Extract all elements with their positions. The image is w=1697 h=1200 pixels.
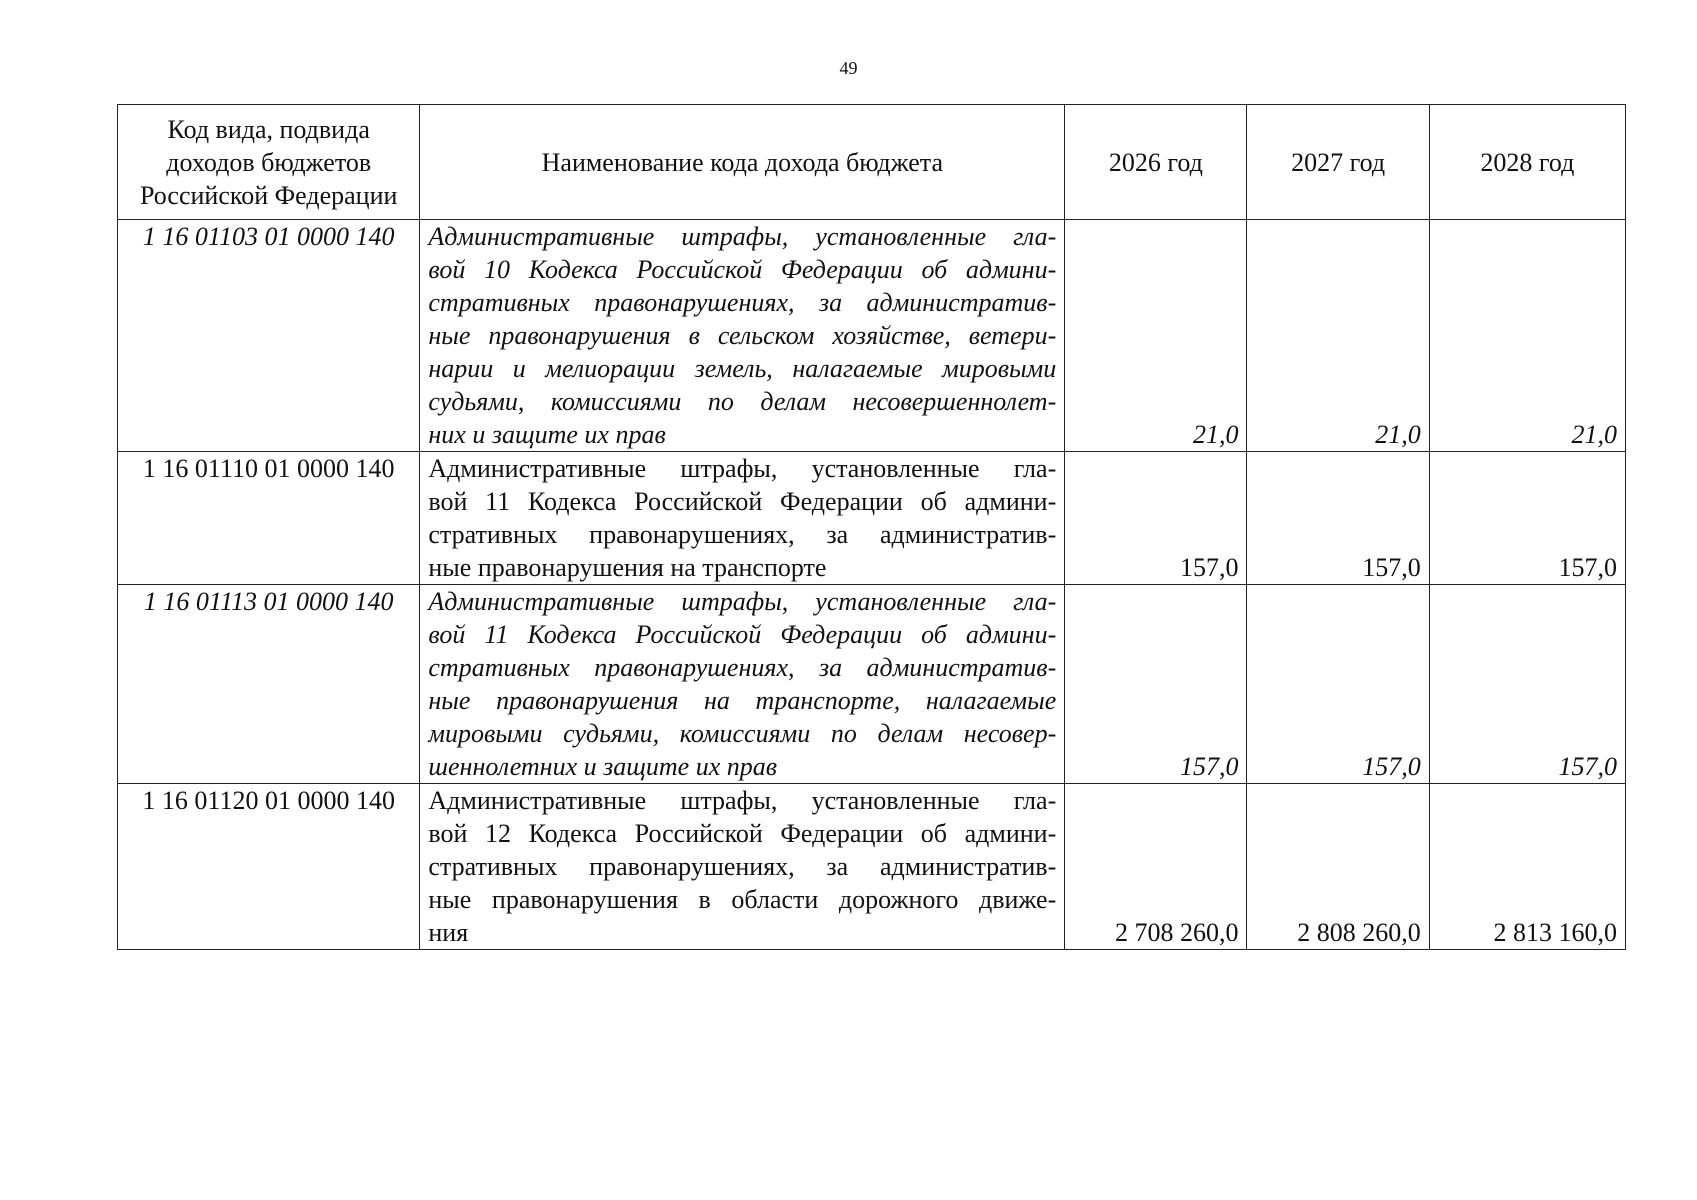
revenue-name-line: Административные штрафы, установленные гла- <box>428 222 1057 251</box>
header-2027: 2027 год <box>1247 105 1429 220</box>
revenue-name-line: ные правонарушения в области дорожного движе- <box>428 885 1057 914</box>
amount-2028-cell: 157,0 <box>1429 585 1625 784</box>
revenue-name-line: вой 10 Кодекса Российской Федерации об админи- <box>428 255 1057 284</box>
table-row <box>118 784 1626 950</box>
header-2026: 2026 год <box>1065 105 1247 220</box>
revenue-name-line: ные правонарушения на транспорте <box>428 553 827 582</box>
header-code-line: Код вида, подвида <box>167 114 370 144</box>
revenue-name-line: стративных правонарушениях, за административ- <box>428 852 1057 881</box>
amount-2026-cell: 2 708 260,0 <box>1065 784 1247 950</box>
revenue-name-line: шеннолетних и защите их прав <box>428 752 778 781</box>
amount-2028-cell: 2 813 160,0 <box>1429 784 1625 950</box>
amount-2026-cell: 157,0 <box>1065 452 1247 585</box>
revenue-name-line: Административные штрафы, установленные гла- <box>428 786 1057 815</box>
header-code-line: Российской Федерации <box>139 180 398 210</box>
amount-2027-cell: 21,0 <box>1247 220 1429 452</box>
revenue-name-line: стративных правонарушениях, за административ- <box>428 520 1057 549</box>
revenue-name-line: судьями, комиссиями по делам несовершеннолет- <box>428 387 1057 416</box>
revenue-code-cell: 1 16 01120 01 0000 140 <box>118 784 420 950</box>
revenue-code-cell: 1 16 01110 01 0000 140 <box>118 452 420 585</box>
amount-2027-cell: 157,0 <box>1247 585 1429 784</box>
revenue-name-cell <box>420 585 1065 784</box>
revenue-name-line: стративных правонарушениях, за административ- <box>428 288 1057 317</box>
amount-2027-cell: 157,0 <box>1247 452 1429 585</box>
header-code <box>118 105 420 220</box>
table-row <box>118 585 1626 784</box>
revenue-name-line: Административные штрафы, установленные гла- <box>428 454 1057 483</box>
amount-2027-cell: 2 808 260,0 <box>1247 784 1429 950</box>
revenue-name-line: них и защите их прав <box>428 420 666 449</box>
table-header-row <box>118 105 1626 220</box>
amount-2026-cell: 157,0 <box>1065 585 1247 784</box>
revenue-code-cell: 1 16 01113 01 0000 140 <box>118 585 420 784</box>
revenue-name-line: мировыми судьями, комиссиями по делам несовер- <box>428 719 1057 748</box>
header-name: Наименование кода дохода бюджета <box>420 105 1065 220</box>
revenue-name-line: ные правонарушения в сельском хозяйстве, ветери- <box>428 321 1057 350</box>
page-number: 49 <box>839 58 858 78</box>
budget-revenue-table <box>117 104 1626 950</box>
revenue-name-line: нарии и мелиорации земель, налагаемые мировыми <box>428 354 1057 383</box>
revenue-name-line: вой 11 Кодекса Российской Федерации об админи- <box>428 620 1057 649</box>
revenue-name-line: вой 12 Кодекса Российской Федерации об админи- <box>428 819 1057 848</box>
table-row <box>118 452 1626 585</box>
revenue-name-cell <box>420 220 1065 452</box>
revenue-name-line: ния <box>428 918 469 947</box>
revenue-code-cell: 1 16 01103 01 0000 140 <box>118 220 420 452</box>
revenue-name-cell <box>420 784 1065 950</box>
header-code-line: доходов бюджетов <box>166 147 372 177</box>
amount-2026-cell: 21,0 <box>1065 220 1247 452</box>
revenue-name-line: стративных правонарушениях, за административ- <box>428 653 1057 682</box>
revenue-name-line: вой 11 Кодекса Российской Федерации об админи- <box>428 487 1057 516</box>
header-2028: 2028 год <box>1429 105 1625 220</box>
amount-2028-cell: 157,0 <box>1429 452 1625 585</box>
table-body <box>118 220 1626 950</box>
revenue-name-line: ные правонарушения на транспорте, налагаемые <box>428 686 1057 715</box>
revenue-name-line: Административные штрафы, установленные гла- <box>428 587 1057 616</box>
table-row <box>118 220 1626 452</box>
revenue-name-cell <box>420 452 1065 585</box>
amount-2028-cell: 21,0 <box>1429 220 1625 452</box>
